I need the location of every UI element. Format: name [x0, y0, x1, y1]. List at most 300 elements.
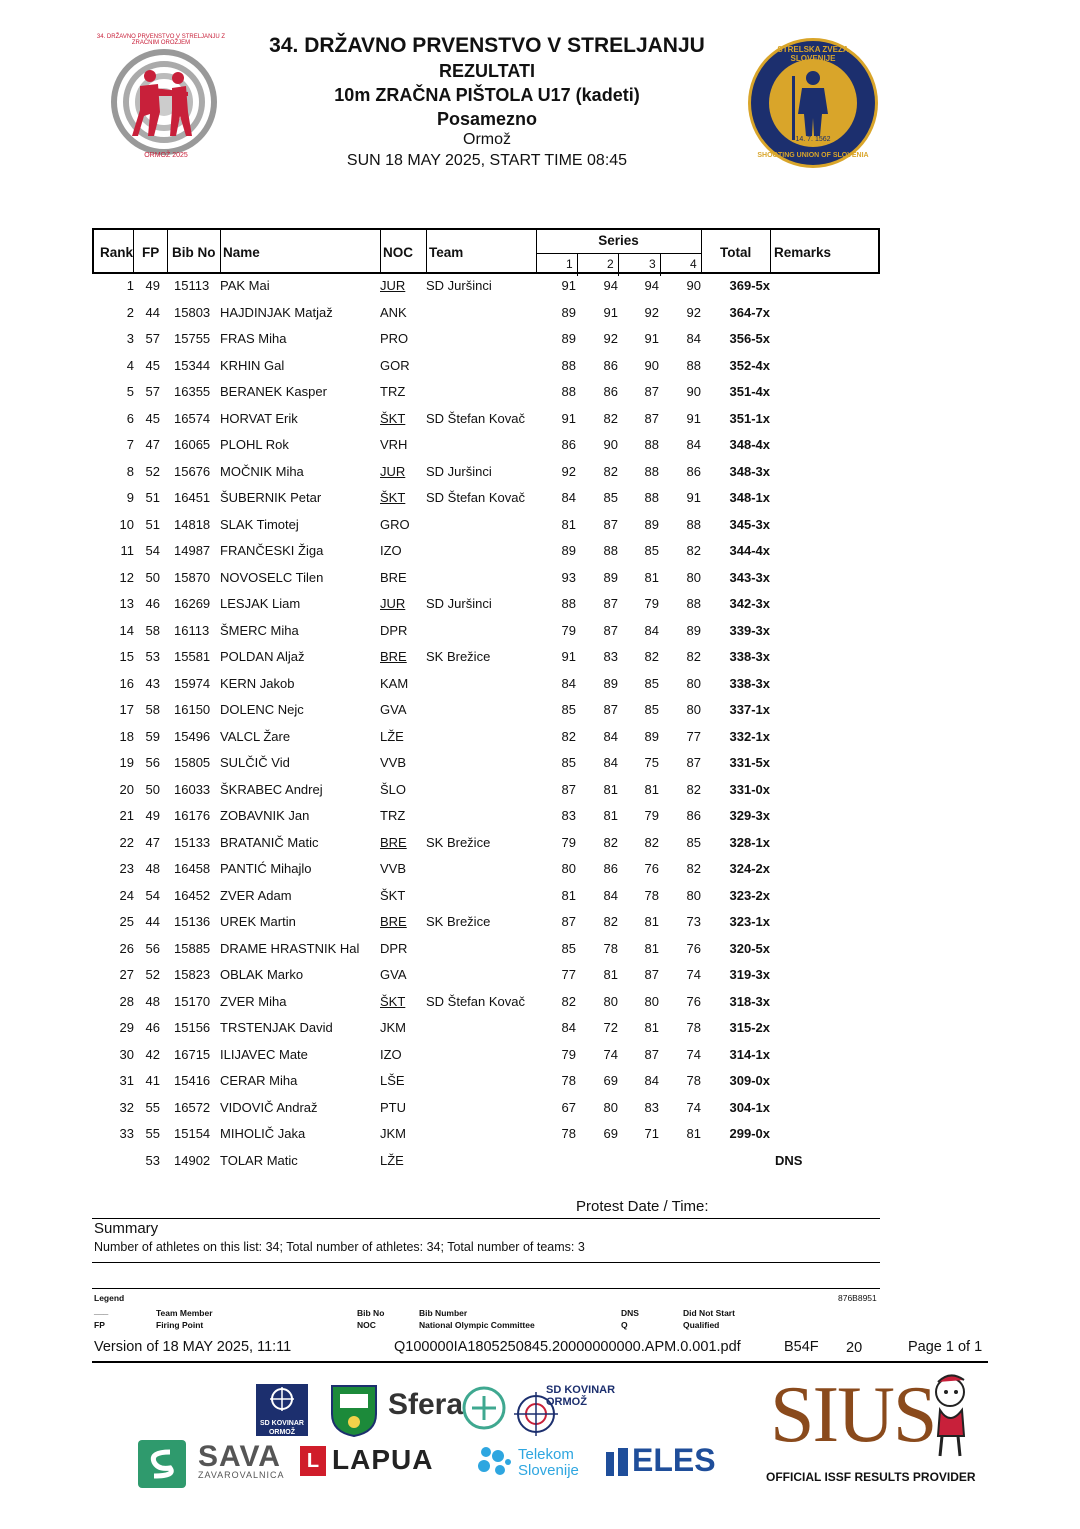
table-row	[92, 331, 880, 353]
fp-cell: 57	[145, 384, 160, 399]
table-row	[92, 517, 880, 539]
series-2-cell: 87	[603, 516, 618, 532]
legend-key: ___	[94, 1306, 109, 1316]
series-2-cell: 80	[603, 1099, 618, 1115]
name-cell: OBLAK Marko	[220, 967, 304, 982]
eles-mark	[606, 1448, 630, 1483]
series-3-cell: 85	[644, 675, 659, 691]
series-2-cell: 87	[603, 622, 618, 638]
event-name: 10m ZRAČNA PIŠTOLA U17 (kadeti)	[334, 84, 640, 105]
series-3-cell: 81	[644, 1020, 659, 1035]
total-cell: 329-3x	[729, 808, 770, 823]
series-4-cell: 76	[686, 993, 701, 1009]
fp-cell: 58	[145, 622, 160, 638]
name-cell: BERANEK Kasper	[220, 384, 327, 399]
rank-cell: 28	[119, 993, 134, 1009]
table-row	[92, 808, 880, 830]
series-3-cell: 81	[644, 914, 659, 929]
series-4-cell: 88	[686, 357, 701, 373]
series-2-cell: 87	[603, 596, 618, 611]
total-cell: 319-3x	[729, 967, 770, 982]
bib-cell: 15805	[174, 755, 211, 770]
series-2-cell: 69	[603, 1126, 618, 1141]
rank-cell: 4	[126, 357, 134, 373]
noc-cell: GVA	[380, 967, 407, 982]
series-4-cell: 86	[686, 463, 701, 479]
bib-cell: 16574	[174, 410, 211, 426]
series-2-cell: 86	[603, 861, 618, 876]
fp-cell: 52	[145, 967, 160, 982]
total-cell: 299-0x	[729, 1126, 770, 1141]
noc-cell: ŠKT	[380, 993, 406, 1009]
rank-cell: 32	[119, 1099, 134, 1115]
series-1-cell: 83	[561, 808, 576, 823]
fp-cell: 46	[145, 1020, 160, 1035]
header-team: Team	[429, 245, 464, 260]
noc-cell: BRE	[380, 914, 407, 929]
bib-cell: 15156	[174, 1020, 211, 1035]
name-cell: VIDOVIČ Andraž	[220, 1099, 318, 1115]
name-cell: ŠUBERNIK Petar	[220, 490, 322, 505]
bib-cell: 15133	[174, 834, 211, 850]
ormoz-coat-of-arms	[330, 1384, 378, 1443]
name-cell: LESJAK Liam	[220, 596, 301, 611]
total-cell: 338-3x	[729, 675, 770, 691]
table-row	[92, 782, 880, 804]
total-cell: 348-4x	[729, 437, 770, 452]
bib-cell: 16452	[174, 887, 211, 903]
bib-cell: 16113	[174, 622, 210, 638]
fp-cell: 44	[145, 304, 160, 320]
header-bib: Bib No	[172, 245, 216, 260]
rank-cell: 15	[119, 649, 134, 664]
pdf-filename: Q100000IA1805250845.20000000000.APM.0.001.pdf	[394, 1339, 741, 1355]
noc-cell: JKM	[380, 1020, 406, 1035]
fp-cell: 54	[145, 543, 160, 558]
series-4-cell: 84	[686, 331, 701, 346]
fp-cell: 51	[145, 516, 160, 532]
noc-cell: VVB	[380, 861, 407, 876]
series-1-cell: 78	[561, 1073, 576, 1088]
series-4-cell: 74	[686, 967, 701, 982]
table-row	[92, 1073, 880, 1095]
series-1-cell: 82	[561, 728, 576, 744]
summary-text: Number of athletes on this list: 34; Total number of athletes: 34; Total number of teams: 3	[94, 1240, 585, 1254]
header-name: Name	[223, 245, 260, 260]
name-cell: CERAR Miha	[220, 1073, 298, 1088]
series-2-cell: 82	[603, 410, 618, 426]
noc-cell: JUR	[380, 463, 406, 479]
table-row	[92, 1126, 880, 1148]
name-cell: HAJDINJAK Matjaž	[220, 304, 333, 320]
legend-key: NOC	[357, 1320, 376, 1330]
total-cell: 356-5x	[729, 331, 770, 346]
table-row	[92, 305, 880, 327]
rank-cell: 17	[119, 702, 134, 717]
total-cell: 314-1x	[729, 1046, 770, 1062]
table-row	[92, 464, 880, 486]
name-cell: SLAK Timotej	[220, 516, 299, 532]
series-1-cell: 88	[561, 596, 576, 611]
version-info: Version of 18 MAY 2025, 11:11	[94, 1339, 292, 1355]
series-3-cell: 87	[644, 1046, 659, 1062]
table-row	[92, 623, 880, 645]
noc-cell: GRO	[380, 516, 410, 532]
noc-cell: ŠLO	[380, 781, 407, 797]
total-cell: 342-3x	[729, 596, 770, 611]
table-row	[92, 676, 880, 698]
page-title: 34. DRŽAVNO PRVENSTVO V STRELJANJU	[269, 34, 705, 57]
series-1-cell: 87	[561, 781, 576, 797]
name-cell: ZOBAVNIK Jan	[220, 808, 310, 823]
name-cell: PLOHL Rok	[220, 437, 289, 452]
bib-cell: 15170	[174, 993, 211, 1009]
series-1-cell: 89	[561, 304, 576, 320]
fp-cell: 50	[145, 781, 160, 797]
legend-key: Q	[621, 1320, 628, 1330]
rank-cell: 16	[119, 675, 134, 691]
fp-cell: 55	[145, 1099, 160, 1115]
bib-cell: 15870	[174, 569, 211, 585]
series-3-cell: 83	[644, 1099, 659, 1115]
series-2-cell: 72	[603, 1020, 618, 1035]
bib-cell: 15676	[174, 463, 211, 479]
table-row	[92, 755, 880, 777]
total-cell: 351-1x	[729, 410, 770, 426]
series-3-cell: 87	[644, 384, 659, 399]
fp-cell: 54	[145, 887, 160, 903]
total-cell: 364-7x	[729, 304, 770, 320]
series-4-cell: 80	[686, 569, 701, 585]
noc-cell: ANK	[380, 304, 407, 320]
protest-datetime: Protest Date / Time:	[576, 1198, 709, 1215]
fp-cell: 48	[145, 861, 160, 876]
team-cell: SK Brežice	[426, 834, 491, 850]
name-cell: MIHOLIČ Jaka	[220, 1126, 306, 1141]
event-category: Posamezno	[436, 108, 538, 129]
total-cell: 324-2x	[729, 861, 770, 876]
noc-cell: JUR	[380, 278, 406, 293]
bib-cell: 16355	[174, 384, 211, 399]
rank-cell: 19	[119, 755, 134, 770]
noc-cell: BRE	[380, 834, 407, 850]
series-3-cell: 82	[644, 649, 659, 664]
rank-cell: 5	[126, 384, 134, 399]
noc-cell: JUR	[380, 596, 406, 611]
team-cell: SK Brežice	[426, 914, 491, 929]
series-2-cell: 88	[603, 543, 618, 558]
series-1-cell: 85	[561, 940, 576, 956]
series-2-cell: 91	[603, 304, 618, 320]
rank-cell: 6	[126, 410, 134, 426]
table-row	[92, 278, 880, 300]
bib-cell: 15823	[174, 967, 211, 982]
total-cell: 315-2x	[729, 1020, 770, 1035]
rank-cell: 3	[126, 331, 134, 346]
noc-cell: DPR	[380, 940, 408, 956]
noc-cell: KAM	[380, 675, 409, 691]
series-4-cell: 80	[686, 887, 701, 903]
bib-cell: 15416	[174, 1073, 211, 1088]
series-1-cell: 93	[561, 569, 576, 585]
noc-cell: TRZ	[380, 384, 406, 399]
header-total: Total	[720, 245, 752, 260]
series-3-cell: 91	[644, 331, 659, 346]
sava-logo-mark	[138, 1440, 186, 1488]
rank-cell: 27	[119, 967, 134, 982]
sava-logo: SAVA	[198, 1440, 281, 1473]
total-cell: 331-0x	[729, 781, 770, 797]
header-fp: FP	[142, 245, 160, 260]
series-2-cell: 84	[603, 728, 618, 744]
series-2-cell: 94	[603, 278, 618, 293]
fp-cell: 49	[145, 808, 160, 823]
name-cell: SULČIČ Vid	[220, 755, 290, 770]
series-2-cell: 84	[603, 887, 618, 903]
fp-cell: 55	[145, 1126, 160, 1141]
total-cell: 345-3x	[729, 516, 770, 532]
series-4-cell: 74	[686, 1099, 701, 1115]
series-4-cell: 74	[686, 1046, 701, 1062]
series-4-cell: 88	[686, 516, 701, 532]
bib-cell: 16269	[174, 596, 211, 611]
table-row	[92, 570, 880, 592]
noc-cell: VRH	[380, 437, 408, 452]
table-row	[92, 384, 880, 406]
table-row	[92, 1153, 880, 1175]
sius-mascot	[924, 1370, 978, 1467]
fp-cell: 41	[145, 1073, 160, 1088]
noc-cell: JKM	[380, 1126, 406, 1141]
series-2-cell: 69	[603, 1073, 618, 1088]
total-cell: 332-1x	[729, 728, 770, 744]
header-series-2: 2	[607, 257, 614, 271]
total-cell: 304-1x	[729, 1099, 770, 1115]
table-row	[92, 437, 880, 459]
series-3-cell: 82	[644, 834, 659, 850]
series-4-cell: 81	[686, 1126, 701, 1141]
series-4-cell: 82	[686, 861, 701, 876]
sd-kovinar-text: SD KOVINAR ORMOŽ	[546, 1384, 616, 1408]
series-1-cell: 84	[561, 490, 576, 505]
fp-cell: 57	[145, 331, 160, 346]
fp-cell: 51	[145, 490, 160, 505]
name-cell: TOLAR Matic	[220, 1152, 298, 1168]
telekom-logo-sub: Slovenije	[518, 1462, 579, 1479]
legend-code: 876B8951	[838, 1293, 877, 1303]
total-cell: 343-3x	[729, 569, 770, 585]
seal-date: 14. 7. 1562	[795, 136, 831, 143]
series-1-cell: 81	[561, 887, 576, 903]
fp-cell: 47	[145, 834, 160, 850]
fp-cell: 48	[145, 993, 160, 1009]
series-1-cell: 78	[561, 1126, 576, 1141]
name-cell: BRATANIČ Matic	[220, 834, 319, 850]
total-cell: 309-0x	[729, 1073, 770, 1088]
series-3-cell: 92	[644, 304, 659, 320]
table-row	[92, 411, 880, 433]
noc-cell: GVA	[380, 702, 407, 717]
series-2-cell: 81	[603, 808, 618, 823]
series-4-cell: 80	[686, 702, 701, 717]
fp-cell: 50	[145, 569, 160, 585]
rank-cell: 26	[119, 940, 134, 956]
total-cell: 352-4x	[729, 357, 770, 373]
series-2-cell: 82	[603, 834, 618, 850]
page-number: Page 1 of 1	[908, 1339, 983, 1355]
rank-cell: 2	[126, 304, 134, 320]
series-2-cell: 92	[603, 331, 618, 346]
total-cell: 344-4x	[729, 543, 770, 558]
series-1-cell: 85	[561, 755, 576, 770]
series-3-cell: 87	[644, 410, 659, 426]
series-3-cell: 85	[644, 543, 659, 558]
noc-cell: GOR	[380, 357, 410, 373]
legend-value: Did Not Start	[683, 1308, 735, 1318]
seal-top-text: STRELSKA ZVEZA SLOVENIJE	[777, 45, 849, 63]
team-cell: SD Štefan Kovač	[426, 490, 525, 505]
legend-value: Bib Number	[419, 1308, 468, 1318]
series-4-cell: 88	[686, 596, 701, 611]
fp-cell: 53	[145, 1152, 160, 1168]
series-2-cell: 86	[603, 384, 618, 399]
legend-value: Firing Point	[156, 1320, 204, 1330]
noc-cell: BRE	[380, 569, 407, 585]
series-4-cell: 87	[686, 755, 701, 770]
fp-cell: 44	[145, 914, 160, 929]
rank-cell: 33	[119, 1126, 134, 1141]
series-4-cell: 80	[686, 675, 701, 691]
team-cell: SD Juršinci	[426, 596, 492, 611]
series-4-cell: 85	[686, 834, 701, 850]
table-row	[92, 941, 880, 963]
sius-tagline: OFFICIAL ISSF RESULTS PROVIDER	[766, 1470, 976, 1484]
series-4-cell: 90	[686, 384, 701, 399]
series-2-cell: 81	[603, 967, 618, 982]
table-row	[92, 1047, 880, 1069]
noc-cell: ŠKT	[380, 410, 406, 426]
total-cell: 328-1x	[729, 834, 770, 850]
series-2-cell: 78	[603, 940, 618, 956]
header-series-4: 4	[690, 257, 697, 271]
name-cell: FRAS Miha	[220, 331, 287, 346]
rank-cell: 18	[119, 728, 134, 744]
fp-cell: 56	[145, 940, 160, 956]
bib-cell: 16065	[174, 437, 211, 452]
sfera-emblem	[462, 1386, 506, 1435]
series-3-cell: 87	[644, 967, 659, 982]
series-2-cell: 74	[603, 1046, 618, 1062]
table-row	[92, 914, 880, 936]
total-cell: 348-1x	[729, 490, 770, 505]
total-cell: 337-1x	[729, 702, 770, 717]
series-3-cell: 94	[644, 278, 659, 293]
series-4-cell: 78	[686, 1020, 701, 1035]
bib-cell: 14818	[174, 516, 211, 532]
series-1-cell: 84	[561, 675, 576, 691]
rank-cell: 25	[119, 914, 134, 929]
header-series-1: 1	[566, 257, 573, 271]
name-cell: ŠKRABEC Andrej	[220, 781, 323, 797]
total-cell: 318-3x	[729, 993, 770, 1009]
name-cell: MOČNIK Miha	[220, 463, 304, 479]
series-4-cell: 84	[686, 437, 701, 452]
noc-cell: IZO	[380, 1046, 402, 1062]
series-3-cell: 79	[644, 808, 659, 823]
series-1-cell: 87	[561, 914, 576, 929]
series-4-cell: 91	[686, 410, 701, 426]
table-row	[92, 490, 880, 512]
series-3-cell: 81	[644, 940, 659, 956]
series-1-cell: 91	[561, 278, 576, 293]
name-cell: KRHIN Gal	[220, 357, 285, 373]
legend-key: DNS	[621, 1308, 639, 1318]
name-cell: ZVER Miha	[220, 993, 287, 1009]
series-3-cell: 75	[644, 755, 659, 770]
fp-cell: 49	[145, 278, 160, 293]
series-3-cell: 90	[644, 357, 659, 373]
team-cell: SD Štefan Kovač	[426, 993, 525, 1009]
name-cell: ŠMERC Miha	[220, 622, 299, 638]
rank-cell: 10	[119, 516, 134, 532]
rank-cell: 24	[119, 887, 134, 903]
series-1-cell: 85	[561, 702, 576, 717]
noc-cell: VVB	[380, 755, 407, 770]
fp-cell: 53	[145, 649, 160, 664]
fp-cell: 43	[145, 675, 160, 691]
table-row	[92, 967, 880, 989]
series-3-cell: 79	[644, 596, 659, 611]
legend-title: Legend	[94, 1293, 125, 1303]
series-1-cell: 81	[561, 516, 576, 532]
series-1-cell: 77	[561, 967, 576, 982]
series-3-cell: 85	[644, 702, 659, 717]
rank-cell: 12	[119, 569, 134, 585]
series-3-cell: 78	[644, 887, 659, 903]
series-3-cell: 84	[644, 1073, 659, 1088]
table-row	[92, 596, 880, 618]
legend-value: Team Member	[156, 1308, 213, 1318]
total-cell: 331-5x	[729, 755, 770, 770]
series-1-cell: 89	[561, 543, 576, 558]
bib-cell: 15113	[174, 278, 210, 293]
rank-cell: 23	[119, 861, 134, 876]
fp-cell: 42	[145, 1046, 160, 1062]
telekom-logo: Telekom	[518, 1446, 574, 1463]
series-1-cell: 91	[561, 649, 576, 664]
series-4-cell: 92	[686, 304, 701, 320]
noc-cell: LŽE	[380, 1152, 404, 1168]
series-1-cell: 84	[561, 1020, 576, 1035]
series-1-cell: 67	[561, 1099, 576, 1115]
results-table-header	[92, 228, 880, 274]
series-1-cell: 79	[561, 834, 576, 850]
team-cell: SD Juršinci	[426, 463, 492, 479]
total-cell: 339-3x	[729, 622, 770, 638]
bib-cell: 16033	[174, 781, 211, 797]
series-3-cell: 89	[644, 728, 659, 744]
rank-cell: 22	[119, 834, 134, 850]
table-row	[92, 543, 880, 565]
table-row	[92, 358, 880, 380]
name-cell: POLDAN Aljaž	[220, 649, 305, 664]
header-series-3: 3	[649, 257, 656, 271]
bib-cell: 16451	[174, 490, 211, 505]
series-4-cell: 90	[686, 278, 701, 293]
fp-cell: 52	[145, 463, 160, 479]
series-2-cell: 87	[603, 702, 618, 717]
bib-cell: 15496	[174, 728, 211, 744]
